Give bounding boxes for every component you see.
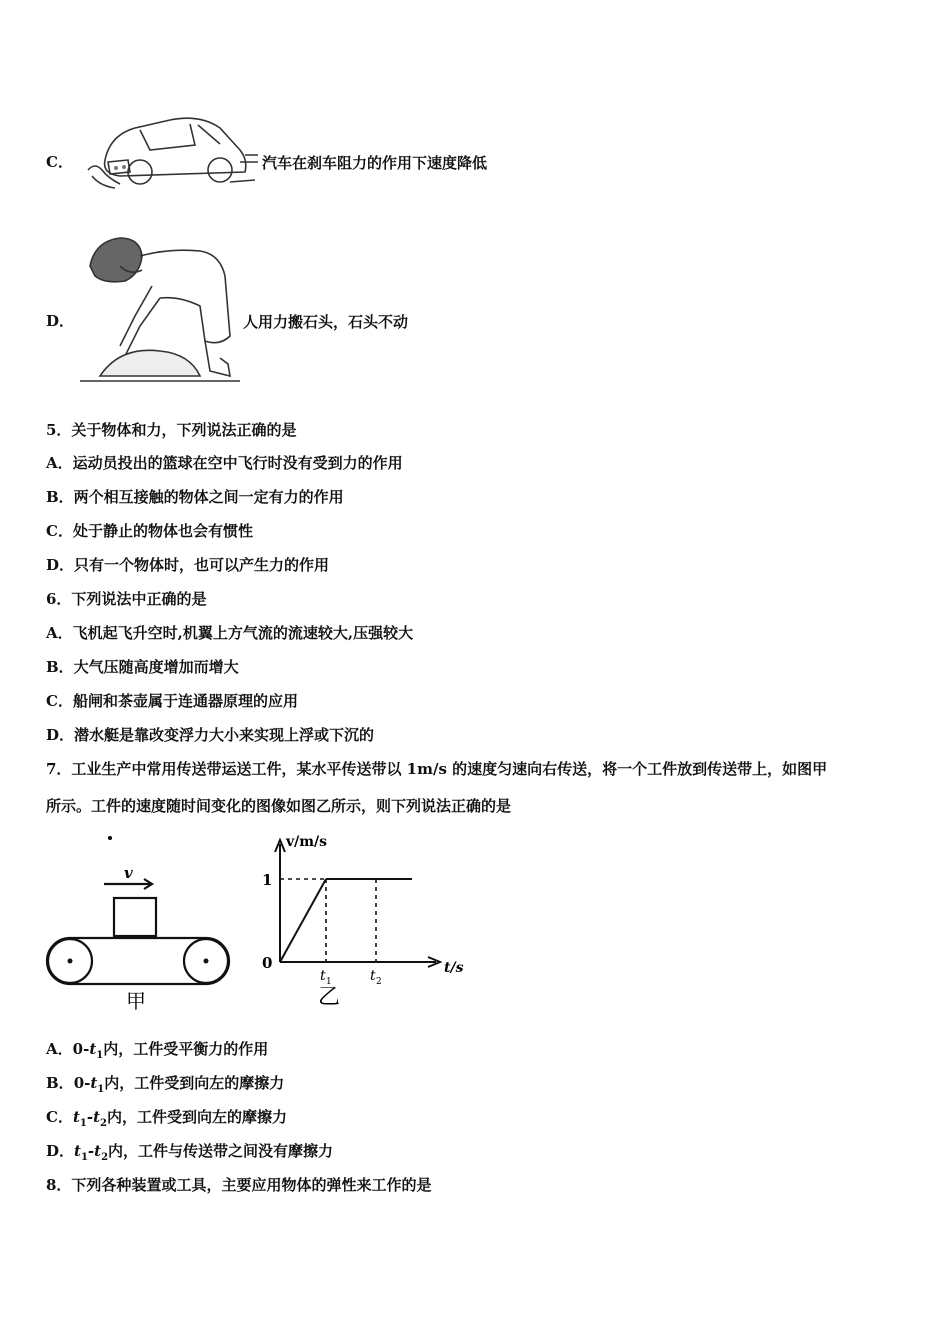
q7-option-c: C．$t_1-t_2$内，工件受到向左的摩擦力: [46, 1108, 287, 1129]
q6-option-a: A．飞机起飞升空时,机翼上方气流的流速较大,压强较大: [46, 624, 414, 642]
q5-option-c: C．处于静止的物体也会有惯性: [46, 522, 253, 540]
q4-option-d-text: 人用力搬石头，石头不动: [243, 313, 409, 331]
q5-stem: 5．关于物体和力，下列说法正确的是: [46, 421, 297, 439]
figure-jia-conveyor-belt: [44, 832, 240, 1010]
q4-option-d-label: D．: [46, 312, 75, 330]
y-axis-label: v/m/s: [286, 834, 328, 850]
velocity-ramp: [280, 879, 326, 962]
q6-option-c: C．船闸和茶壶属于连通器原理的应用: [46, 692, 298, 710]
figure-yi-vt-graph: [254, 830, 474, 1010]
q7-stem-line1: 7．工业生产中常用传送带运送工件，某水平传送带以 1m/s 的速度匀速向右传送，将一个工件放到传送带上，如图甲: [46, 760, 828, 778]
q5-option-d: D．只有一个物体时，也可以产生力的作用: [46, 556, 330, 574]
q7-option-b: B．$0-t_1$内，工件受到向左的摩擦力: [46, 1074, 285, 1095]
person-lifting-stone-illustration: [80, 226, 240, 386]
x-axis-label: t/s: [444, 960, 464, 976]
q4-option-c-label: C．: [46, 153, 73, 171]
conveyor-belt: [47, 938, 229, 984]
q7-stem-line2: 所示。工件的速度随时间变化的图像如图乙所示，则下列说法正确的是: [46, 797, 512, 815]
workpiece-block: [114, 898, 156, 936]
t1-label: t: [320, 968, 326, 984]
q4-option-c-text: 汽车在刹车阻力的作用下速度降低: [262, 154, 488, 172]
q5-option-b: B．两个相互接触的物体之间一定有力的作用: [46, 488, 344, 506]
t2-label: t: [370, 968, 376, 984]
q6-option-b: B．大气压随高度增加而增大: [46, 658, 239, 676]
origin-label: 0: [262, 954, 273, 972]
q7-option-a: A．$0-t_1$内，工件受平衡力的作用: [46, 1040, 269, 1061]
fig-jia-v-label: v: [124, 864, 133, 882]
q7-option-d: D．$t_1-t_2$内，工件与传送带之间没有摩擦力: [46, 1142, 334, 1163]
q6-stem: 6．下列说法中正确的是: [46, 590, 207, 608]
q6-option-d: D．潜水艇是靠改变浮力大小来实现上浮或下沉的: [46, 726, 375, 744]
fig-jia-caption: 甲: [126, 989, 146, 1010]
q5-option-a: A．运动员投出的篮球在空中飞行时没有受到力的作用: [46, 454, 403, 472]
q8-stem: 8．下列各种装置或工具，主要应用物体的弹性来工作的是: [46, 1176, 432, 1194]
t2-sub: 2: [376, 977, 382, 987]
y-tick-1: 1: [262, 871, 273, 889]
fig-yi-caption: 乙: [318, 985, 341, 1010]
t1-sub: 1: [326, 977, 332, 987]
car-braking-illustration: [80, 100, 258, 196]
